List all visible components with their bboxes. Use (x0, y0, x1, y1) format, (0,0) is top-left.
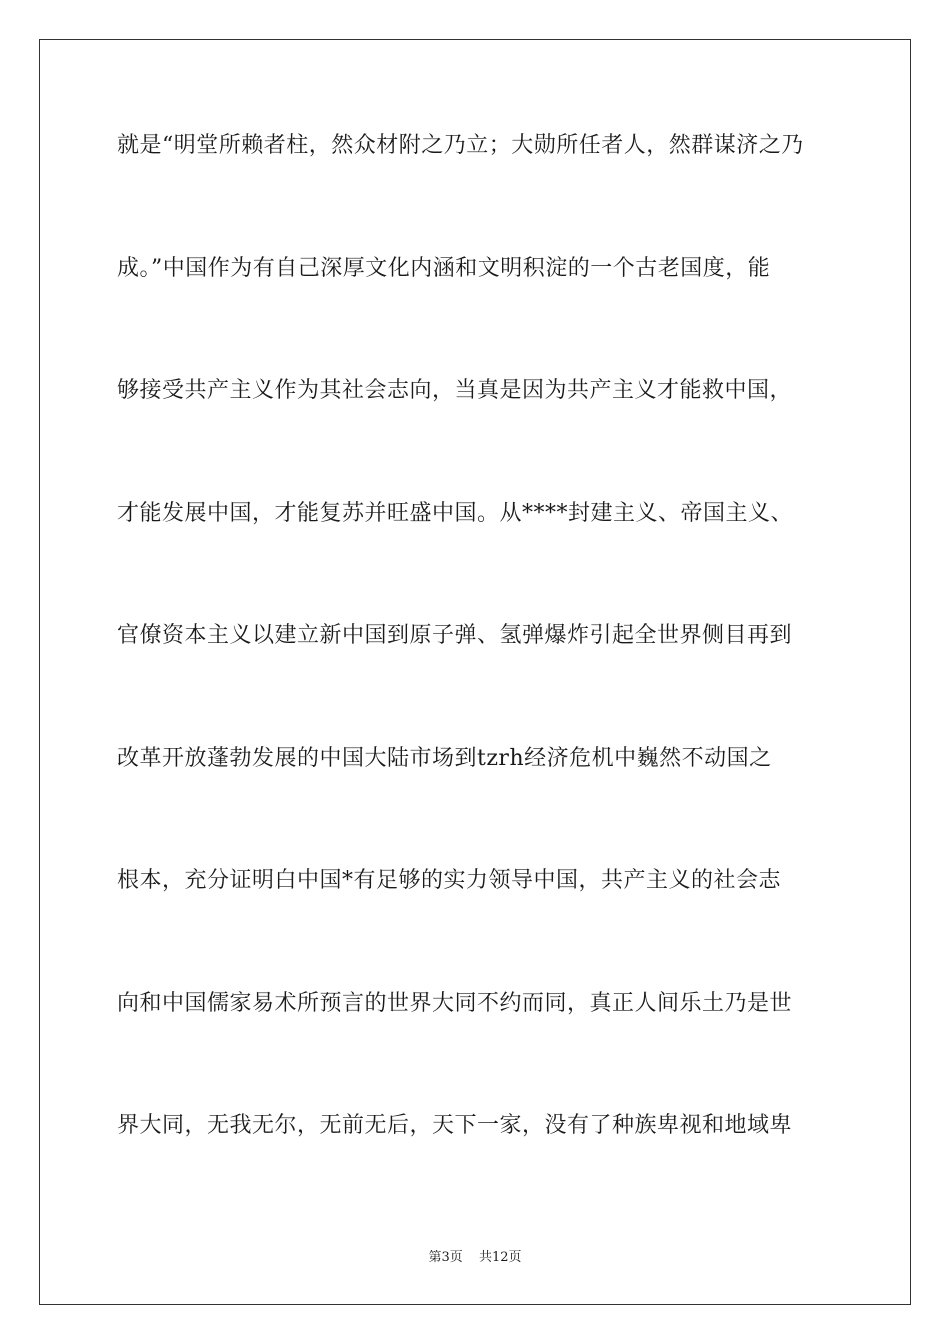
text-line: 向和中国儒家易术所预言的世界大同不约而同，真正人间乐土乃是世 (117, 990, 793, 1016)
page-number: 第3页 (428, 1250, 463, 1265)
text-line: 根本，充分证明白中国*有足够的实力领导中国，共产主义的社会志 (117, 868, 782, 893)
page-total: 共12页 (478, 1250, 522, 1265)
page-footer (0, 1246, 950, 1265)
text-line: 界大同，无我无尔，无前无后，天下一家，没有了种族卑视和地域卑 (117, 1113, 793, 1138)
text-line: 够接受共产主义作为其社会志向，当真是因为共产主义才能救中国， (117, 378, 793, 403)
text-line: 就是“明堂所赖者柱，然众材附之乃立；大勋所任者人，然群谋济之乃 (117, 133, 804, 158)
text-line: 官僚资本主义以建立新中国到原子弹、氢弹爆炸引起全世界侧目再到 (117, 623, 793, 648)
document-body (117, 128, 837, 1231)
text-line: 才能发展中国，才能复苏并旺盛中国。从****封建主义、帝国主义、 (117, 500, 794, 526)
text-line: 成。”中国作为有自己深厚文化内涵和文明积淀的一个古老国度，能 (117, 255, 771, 281)
text-line: 改革开放蓬勃发展的中国大陆市场到tzrh经济危机中巍然不动国之 (117, 745, 772, 771)
